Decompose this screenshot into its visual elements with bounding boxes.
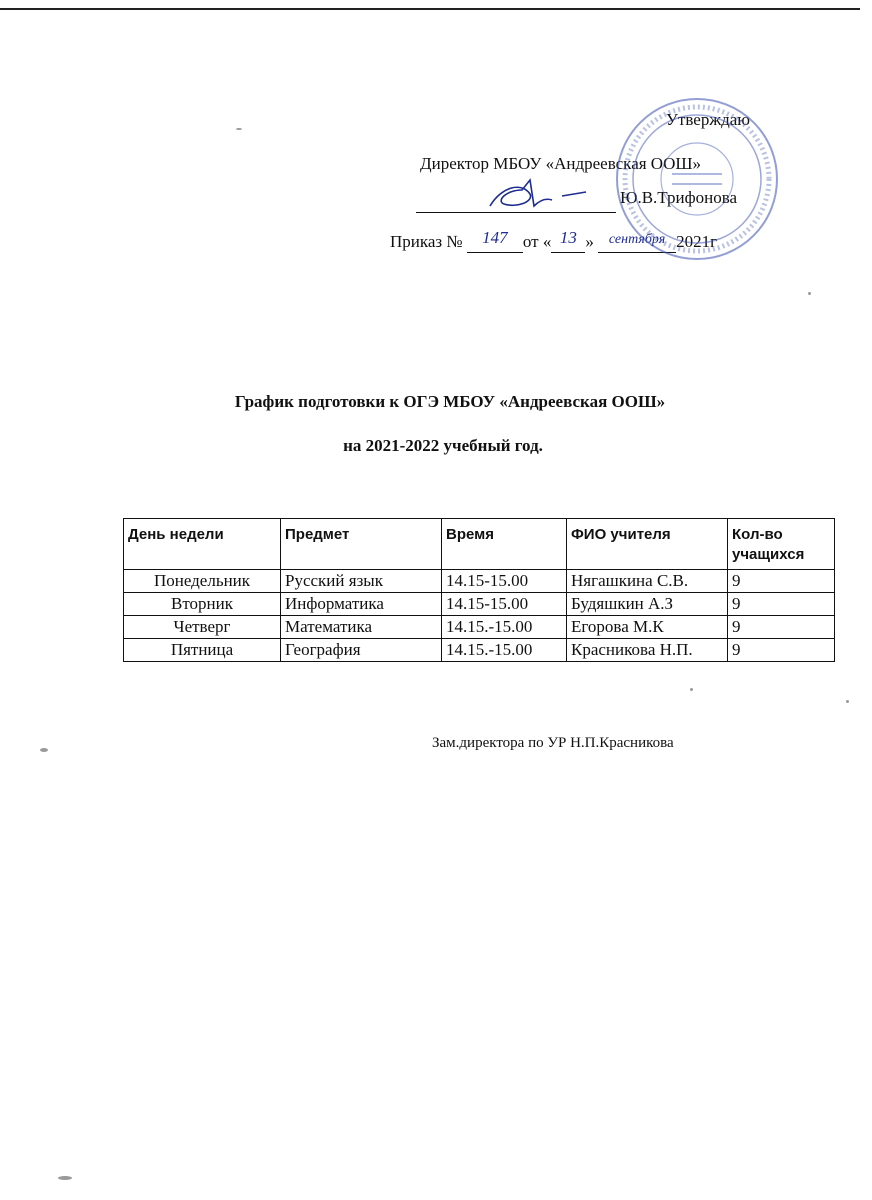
order-number-blank xyxy=(467,228,523,253)
cell-time: 14.15.-15.00 xyxy=(442,639,567,662)
table-row xyxy=(124,639,835,662)
document-subtitle: на 2021-2022 учебный год. xyxy=(343,436,543,455)
approve-word: Утверждаю xyxy=(665,110,750,129)
cell-subject: Информатика xyxy=(281,593,442,616)
cell-students: 9 xyxy=(728,616,835,639)
director-name: Ю.В.Трифонова xyxy=(620,188,738,207)
scan-speck xyxy=(690,688,693,691)
order-day-blank xyxy=(551,228,585,253)
scan-speck xyxy=(236,128,242,130)
order-prefix: Приказ № xyxy=(390,232,463,251)
cell-teacher: Красникова Н.П. xyxy=(567,639,728,662)
cell-day: Вторник xyxy=(124,593,281,616)
handwritten-signature-icon xyxy=(482,176,592,216)
cell-day: Пятница xyxy=(124,639,281,662)
header-teacher: ФИО учителя xyxy=(567,519,728,570)
order-month: сентября xyxy=(608,232,666,247)
table-row xyxy=(124,616,835,639)
cell-teacher: Будяшкин А.З xyxy=(567,593,728,616)
cell-time: 14.15-15.00 xyxy=(442,570,567,593)
order-day: 13 xyxy=(559,228,577,247)
cell-day: Понедельник xyxy=(124,570,281,593)
round-seal-icon xyxy=(612,94,782,264)
scan-speck xyxy=(846,700,849,703)
deputy-signature-line: Зам.директора по УР Н.П.Красникова xyxy=(432,735,674,751)
cell-day: Четверг xyxy=(124,616,281,639)
header-subject: Предмет xyxy=(281,519,442,570)
header-time: Время xyxy=(442,519,567,570)
table-row xyxy=(124,593,835,616)
schedule-table xyxy=(123,518,835,662)
scan-speck xyxy=(40,748,48,752)
cell-teacher: Егорова М.К xyxy=(567,616,728,639)
table-header-row xyxy=(124,519,835,570)
cell-students: 9 xyxy=(728,639,835,662)
director-title: Директор МБОУ «Андреевская ООШ» xyxy=(420,154,702,173)
cell-subject: Русский язык xyxy=(281,570,442,593)
header-students: Кол-во учащихся xyxy=(728,519,835,570)
cell-time: 14.15-15.00 xyxy=(442,593,567,616)
order-number: 147 xyxy=(482,228,508,247)
cell-students: 9 xyxy=(728,570,835,593)
document-title: График подготовки к ОГЭ МБОУ «Андреевская ООШ» xyxy=(234,392,666,411)
cell-time: 14.15.-15.00 xyxy=(442,616,567,639)
order-close: » xyxy=(585,232,594,251)
cell-subject: Математика xyxy=(281,616,442,639)
header-day: День недели xyxy=(124,519,281,570)
cell-subject: География xyxy=(281,639,442,662)
scan-edge-line xyxy=(0,8,860,10)
cell-students: 9 xyxy=(728,593,835,616)
table-row xyxy=(124,570,835,593)
scan-speck xyxy=(58,1176,72,1180)
cell-teacher: Нягашкина С.В. xyxy=(567,570,728,593)
order-year: 2021г xyxy=(676,232,718,251)
scan-speck xyxy=(808,292,811,295)
order-from: от « xyxy=(522,232,552,251)
